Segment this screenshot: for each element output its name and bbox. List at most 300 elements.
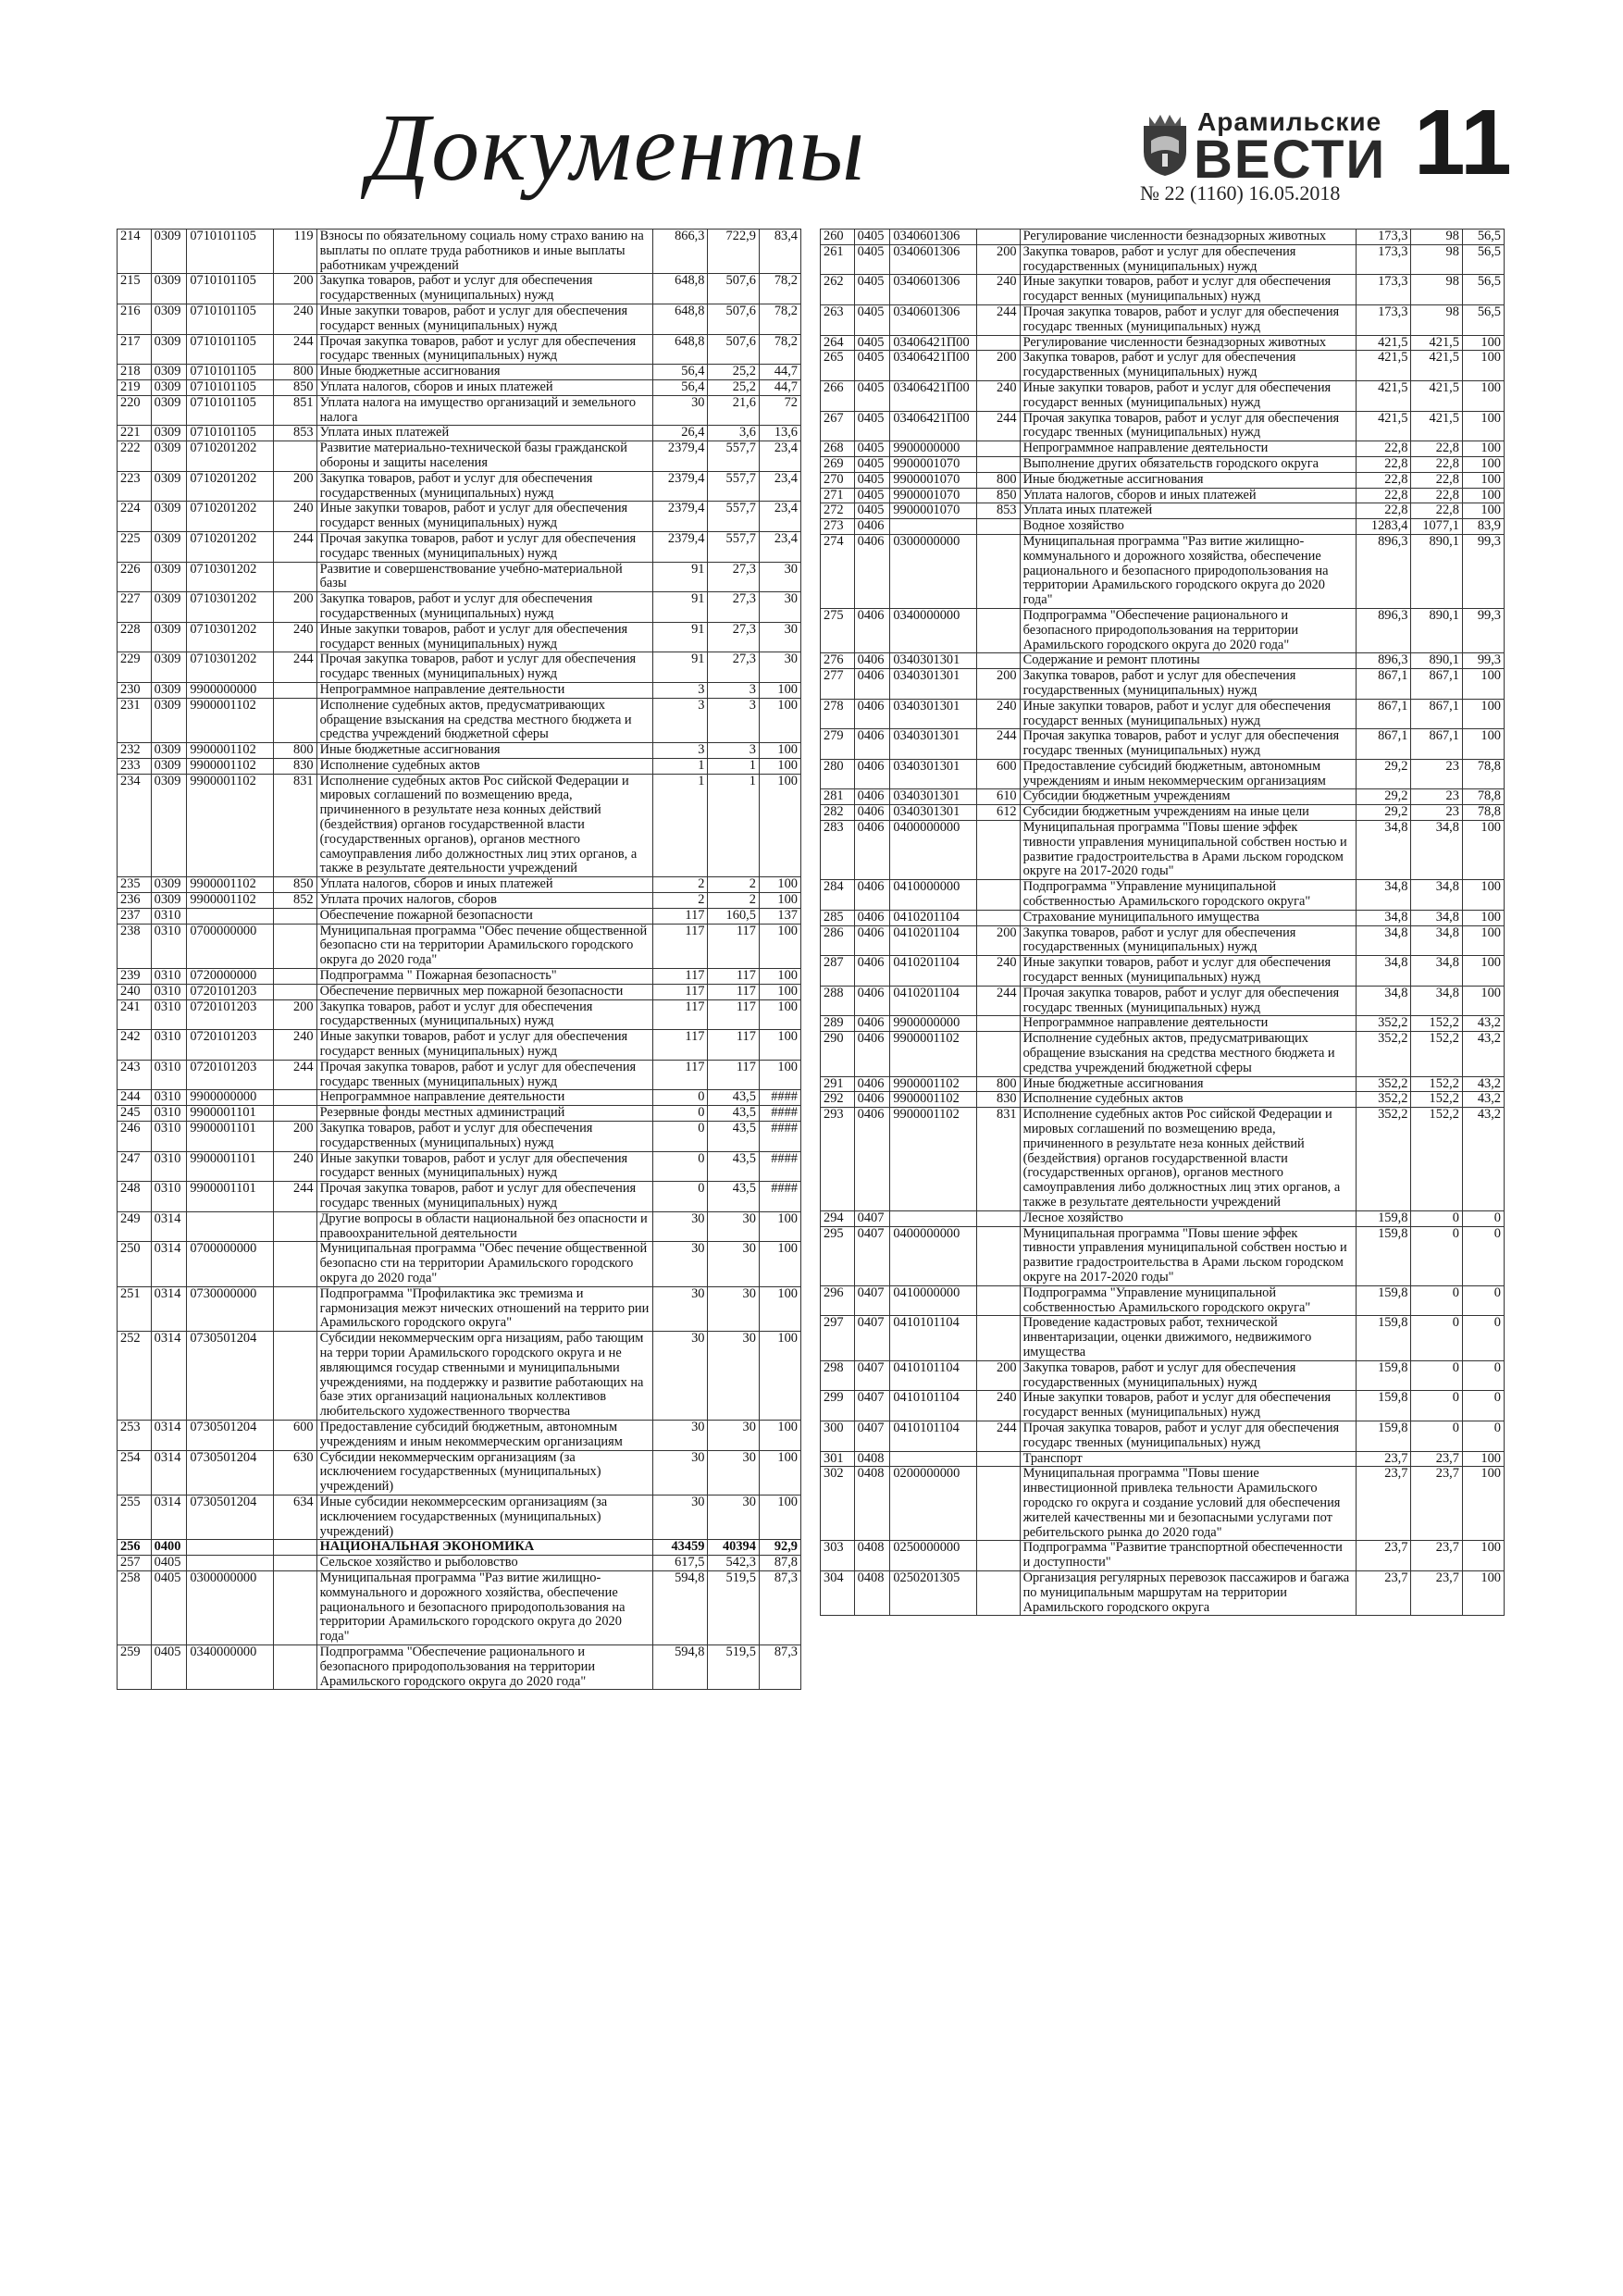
table-row	[118, 1286, 801, 1331]
row-number: 227	[118, 592, 152, 623]
item-name: Лесное хозяйство	[1020, 1210, 1356, 1226]
actual-amount: 507,6	[708, 334, 759, 365]
actual-amount: 34,8	[1411, 910, 1462, 925]
actual-amount: 23,7	[1411, 1467, 1462, 1541]
plan-amount: 23,7	[1356, 1467, 1411, 1541]
section-code: 0310	[151, 969, 187, 985]
item-name: Непрограммное направление деятельности	[316, 1090, 652, 1106]
percent: 99,3	[1462, 534, 1504, 608]
item-name: Непрограммное направление деятельности	[316, 682, 652, 698]
expense-type	[976, 910, 1020, 925]
section-code: 0314	[151, 1286, 187, 1331]
coat-of-arms-icon	[1140, 113, 1190, 178]
percent: 100	[1462, 1570, 1504, 1615]
item-name: Иные закупки товаров, работ и услуг для обеспечения государст венных (муниципальных) нужд	[316, 502, 652, 532]
table-row	[118, 1122, 801, 1152]
row-number: 271	[821, 488, 855, 503]
section-code: 0309	[151, 274, 187, 304]
item-name: Закупка товаров, работ и услуг для обеспечения государственных (муниципальных) нужд	[316, 1122, 652, 1152]
row-number: 232	[118, 743, 152, 759]
table-row	[118, 441, 801, 472]
actual-amount: 0	[1411, 1316, 1462, 1360]
expense-type: 830	[273, 758, 316, 774]
row-number: 249	[118, 1211, 152, 1242]
percent: 100	[1462, 441, 1504, 457]
item-name: Исполнение судебных актов, предусматривающих обращение взыскания на средства местного бюджета и средства учреждений бюджетной сферы	[1020, 1032, 1356, 1076]
row-number: 223	[118, 471, 152, 502]
item-name: Непрограммное направление деятельности	[1020, 1016, 1356, 1032]
percent: 100	[759, 924, 800, 968]
percent: 100	[1462, 925, 1504, 956]
target-code: 03406421П00	[890, 335, 976, 351]
section-code: 0406	[854, 1032, 890, 1076]
table-row	[118, 743, 801, 759]
percent: 100	[1462, 986, 1504, 1016]
plan-amount: 159,8	[1356, 1316, 1411, 1360]
row-number: 295	[821, 1226, 855, 1285]
actual-amount: 421,5	[1411, 380, 1462, 411]
actual-amount: 30	[708, 1286, 759, 1331]
actual-amount: 152,2	[1411, 1108, 1462, 1211]
percent: 100	[1462, 910, 1504, 925]
actual-amount: 34,8	[1411, 925, 1462, 956]
expense-type	[976, 1016, 1020, 1032]
row-number: 224	[118, 502, 152, 532]
plan-amount: 2379,4	[652, 441, 708, 472]
actual-amount: 421,5	[1411, 351, 1462, 381]
target-code: 0410101104	[890, 1421, 976, 1451]
target-code	[187, 908, 273, 924]
target-code: 9900001102	[890, 1092, 976, 1108]
row-number: 297	[821, 1316, 855, 1360]
item-name: Муниципальная программа "Повы шение инвестиционной привлека тельности Арамильского городско го округа и создание условий для обеспечения жителей качественны ми и безопасными услугами пот ребительского рынка до 2020 года"	[1020, 1467, 1356, 1541]
item-name: Иные субсидии некоммерсеским организациям (за исключением государственных (муниципальных) учреждений)	[316, 1495, 652, 1539]
percent: 100	[759, 877, 800, 893]
item-name: Транспорт	[1020, 1451, 1356, 1467]
expense-type	[976, 441, 1020, 457]
section-code: 0309	[151, 622, 187, 652]
section-code: 0314	[151, 1332, 187, 1421]
percent: 23,4	[759, 471, 800, 502]
expense-type	[273, 441, 316, 472]
table-row	[118, 531, 801, 562]
table-row	[821, 335, 1505, 351]
percent: 30	[759, 622, 800, 652]
plan-amount: 29,2	[1356, 789, 1411, 805]
percent: 100	[1462, 456, 1504, 472]
row-number: 242	[118, 1030, 152, 1061]
plan-amount: 22,8	[1356, 456, 1411, 472]
table-row	[821, 1226, 1505, 1285]
expense-type: 244	[976, 729, 1020, 760]
table-row	[821, 1421, 1505, 1451]
target-code: 0720101203	[187, 1060, 273, 1090]
section-code: 0309	[151, 758, 187, 774]
target-code: 0710201202	[187, 441, 273, 472]
percent: 0	[1462, 1210, 1504, 1226]
plan-amount: 159,8	[1356, 1210, 1411, 1226]
target-code	[890, 1451, 976, 1467]
plan-amount: 648,8	[652, 334, 708, 365]
item-name: Уплата иных платежей	[316, 426, 652, 441]
actual-amount: 30	[708, 1242, 759, 1286]
table-row	[821, 925, 1505, 956]
table-row	[821, 1451, 1505, 1467]
target-code: 0410201104	[890, 910, 976, 925]
plan-amount: 91	[652, 562, 708, 592]
actual-amount: 43,5	[708, 1106, 759, 1122]
actual-amount: 1077,1	[1411, 519, 1462, 535]
section-code: 0405	[854, 230, 890, 245]
row-number: 252	[118, 1332, 152, 1421]
percent: 100	[759, 1211, 800, 1242]
actual-amount: 22,8	[1411, 503, 1462, 519]
item-name: Подпрограмма "Развитие транспортной обеспеченности и доступности"	[1020, 1541, 1356, 1571]
row-number: 274	[821, 534, 855, 608]
target-code: 0710301202	[187, 622, 273, 652]
table-row	[118, 395, 801, 426]
section-code: 0309	[151, 395, 187, 426]
row-number: 302	[821, 1467, 855, 1541]
table-row	[821, 1316, 1505, 1360]
row-number: 219	[118, 379, 152, 395]
percent: 0	[1462, 1226, 1504, 1285]
section-code: 0405	[854, 335, 890, 351]
percent: 100	[1462, 1451, 1504, 1467]
percent: 100	[759, 1030, 800, 1061]
expense-type: 240	[976, 1391, 1020, 1421]
section-code: 0406	[854, 789, 890, 805]
plan-amount: 352,2	[1356, 1032, 1411, 1076]
section-code: 0408	[854, 1467, 890, 1541]
expense-type: 851	[273, 395, 316, 426]
plan-amount: 2379,4	[652, 471, 708, 502]
actual-amount: 557,7	[708, 471, 759, 502]
target-code: 0340601306	[890, 275, 976, 305]
expense-type: 630	[273, 1450, 316, 1495]
row-number: 248	[118, 1182, 152, 1212]
section-code: 0309	[151, 426, 187, 441]
expense-type	[976, 1467, 1020, 1541]
target-code: 0410101104	[890, 1316, 976, 1360]
item-name: Обеспечение первичных мер пожарной безопасности	[316, 984, 652, 999]
section-code: 0405	[854, 244, 890, 275]
target-code: 0410101104	[890, 1360, 976, 1391]
target-code: 0710101105	[187, 334, 273, 365]
item-name: Субсидии некоммерческим орга низациям, рабо тающим на терри тории Арамильского городского округа и не являющимся государ ственными и муниципальными учреждениями, на поддержку и развитие работающих на базе этих организаций национальных коллективов любительского художественного творчества	[316, 1332, 652, 1421]
row-number: 279	[821, 729, 855, 760]
expense-type: 200	[976, 925, 1020, 956]
table-row	[821, 519, 1505, 535]
target-code: 0700000000	[187, 924, 273, 968]
section-code: 0406	[854, 1016, 890, 1032]
target-code: 9900000000	[187, 1090, 273, 1106]
expense-type: 244	[273, 334, 316, 365]
target-code: 9900001102	[187, 893, 273, 909]
item-name: Проведение кадастровых работ, технической инвентаризации, оценки движимого, недвижимого имущества	[1020, 1316, 1356, 1360]
plan-amount: 34,8	[1356, 910, 1411, 925]
expense-type	[976, 534, 1020, 608]
item-name: Регулирование численности безнадзорных животных	[1020, 230, 1356, 245]
table-row	[821, 441, 1505, 457]
target-code: 0410000000	[890, 1285, 976, 1316]
actual-amount: 30	[708, 1450, 759, 1495]
actual-amount: 117	[708, 999, 759, 1030]
expense-type	[273, 984, 316, 999]
actual-amount: 27,3	[708, 622, 759, 652]
table-row	[821, 1092, 1505, 1108]
plan-amount: 30	[652, 1420, 708, 1450]
percent: 87,3	[759, 1644, 800, 1689]
plan-amount: 2379,4	[652, 502, 708, 532]
table-row	[821, 653, 1505, 669]
percent: 92,9	[759, 1540, 800, 1556]
row-number: 258	[118, 1570, 152, 1644]
expense-type	[976, 880, 1020, 911]
row-number: 214	[118, 230, 152, 274]
item-name: Иные закупки товаров, работ и услуг для обеспечения государст венных (муниципальных) нужд	[316, 622, 652, 652]
row-number: 259	[118, 1644, 152, 1689]
target-code: 0340601306	[890, 244, 976, 275]
row-number: 273	[821, 519, 855, 535]
target-code: 0710101105	[187, 395, 273, 426]
item-name: Закупка товаров, работ и услуг для обеспечения государственных (муниципальных) нужд	[1020, 1360, 1356, 1391]
item-name: Исполнение судебных актов	[1020, 1092, 1356, 1108]
expense-type	[273, 908, 316, 924]
plan-amount: 1	[652, 758, 708, 774]
row-number: 225	[118, 531, 152, 562]
actual-amount: 30	[708, 1495, 759, 1539]
table-row	[118, 365, 801, 380]
plan-amount: 22,8	[1356, 503, 1411, 519]
row-number: 243	[118, 1060, 152, 1090]
plan-amount: 0	[652, 1182, 708, 1212]
row-number: 280	[821, 759, 855, 789]
row-number: 250	[118, 1242, 152, 1286]
table-row	[821, 1076, 1505, 1092]
item-name: Иные бюджетные ассигнования	[1020, 1076, 1356, 1092]
actual-amount: 557,7	[708, 531, 759, 562]
section-code: 0406	[854, 1108, 890, 1211]
item-name: Взносы по обязательному социаль ному страхо ванию на выплаты по оплате труда работников и иные выплаты работникам учреждений	[316, 230, 652, 274]
expense-type	[976, 821, 1020, 880]
section-code: 0310	[151, 999, 187, 1030]
row-number: 220	[118, 395, 152, 426]
section-code: 0310	[151, 1060, 187, 1090]
actual-amount: 890,1	[1411, 534, 1462, 608]
row-number: 267	[821, 411, 855, 441]
actual-amount: 557,7	[708, 502, 759, 532]
expense-type: 200	[976, 244, 1020, 275]
plan-amount: 896,3	[1356, 534, 1411, 608]
percent: 100	[1462, 956, 1504, 987]
percent: 100	[759, 1450, 800, 1495]
item-name: Регулирование численности безнадзорных животных	[1020, 335, 1356, 351]
row-number: 238	[118, 924, 152, 968]
actual-amount: 22,8	[1411, 488, 1462, 503]
target-code: 9900000000	[890, 1016, 976, 1032]
plan-amount: 352,2	[1356, 1092, 1411, 1108]
table-row	[118, 379, 801, 395]
plan-amount: 867,1	[1356, 729, 1411, 760]
item-name: Прочая закупка товаров, работ и услуг для обеспечения государс твенных (муниципальных) нужд	[1020, 304, 1356, 335]
target-code: 0710301202	[187, 562, 273, 592]
section-code: 0407	[854, 1391, 890, 1421]
actual-amount: 21,6	[708, 395, 759, 426]
section-code: 0310	[151, 1090, 187, 1106]
section-code: 0310	[151, 908, 187, 924]
plan-amount: 617,5	[652, 1556, 708, 1571]
section-code: 0310	[151, 1030, 187, 1061]
expense-type	[273, 1211, 316, 1242]
percent: 100	[1462, 1467, 1504, 1541]
item-name: Исполнение судебных актов Рос сийской Федерации и мировых соглашений по возмещению вреда, причиненного в результате неза конных действий (бездействия) органов государственной власти (государственных органов), органов местного самоуправления либо должностных лиц этих органов, а также в результате деятельности учреждений	[1020, 1108, 1356, 1211]
percent: 100	[759, 758, 800, 774]
expense-type: 119	[273, 230, 316, 274]
section-code: 0314	[151, 1450, 187, 1495]
target-code: 0250201305	[890, 1570, 976, 1615]
issue-number: № 22 (1160) 16.05.2018	[1140, 181, 1341, 205]
actual-amount: 23,7	[1411, 1451, 1462, 1467]
plan-amount: 173,3	[1356, 304, 1411, 335]
actual-amount: 867,1	[1411, 699, 1462, 729]
percent: 56,5	[1462, 304, 1504, 335]
plan-amount: 159,8	[1356, 1360, 1411, 1391]
plan-amount: 648,8	[652, 304, 708, 334]
target-code: 0710101105	[187, 365, 273, 380]
actual-amount: 30	[708, 1420, 759, 1450]
section-code: 0309	[151, 592, 187, 623]
actual-amount: 1	[708, 774, 759, 877]
actual-amount: 34,8	[1411, 956, 1462, 987]
section-code: 0407	[854, 1285, 890, 1316]
item-name: Предоставление субсидий бюджетным, автономным учреждениям и иным некоммерческим организациям	[316, 1420, 652, 1450]
table-row	[118, 1420, 801, 1450]
table-row	[821, 805, 1505, 821]
actual-amount: 890,1	[1411, 608, 1462, 652]
percent: 83,9	[1462, 519, 1504, 535]
section-code: 0406	[854, 821, 890, 880]
percent: ####	[759, 1182, 800, 1212]
table-row	[118, 1030, 801, 1061]
table-row	[118, 304, 801, 334]
row-number: 239	[118, 969, 152, 985]
plan-amount: 56,4	[652, 365, 708, 380]
item-name: Прочая закупка товаров, работ и услуг для обеспечения государс твенных (муниципальных) нужд	[1020, 1421, 1356, 1451]
plan-amount: 2	[652, 877, 708, 893]
actual-amount: 3	[708, 743, 759, 759]
item-name: Уплата иных платежей	[1020, 503, 1356, 519]
percent: 100	[759, 1495, 800, 1539]
plan-amount: 34,8	[1356, 986, 1411, 1016]
item-name: Муниципальная программа "Раз витие жилищно-коммунального и дорожного хозяйства, обеспечение рационального и безопасного природопользования на территории Арамильского городского округа до 2020 года"	[1020, 534, 1356, 608]
row-number: 222	[118, 441, 152, 472]
item-name: Закупка товаров, работ и услуг для обеспечения государственных (муниципальных) нужд	[1020, 351, 1356, 381]
item-name: Прочая закупка товаров, работ и услуг для обеспечения государс твенных (муниципальных) нужд	[1020, 986, 1356, 1016]
expense-type	[273, 1106, 316, 1122]
percent: 43,2	[1462, 1092, 1504, 1108]
expense-type: 853	[273, 426, 316, 441]
row-number: 256	[118, 1540, 152, 1556]
item-name: Иные закупки товаров, работ и услуг для обеспечения государст венных (муниципальных) нужд	[316, 304, 652, 334]
table-row	[118, 592, 801, 623]
actual-amount: 3	[708, 682, 759, 698]
target-code: 9900001102	[187, 758, 273, 774]
expense-type: 831	[976, 1108, 1020, 1211]
item-name: Муниципальная программа "Обес печение общественной безопасно сти на территории Арамильского городского округа до 2020 года"	[316, 924, 652, 968]
expense-type	[976, 1570, 1020, 1615]
plan-amount: 91	[652, 622, 708, 652]
expense-type: 244	[976, 986, 1020, 1016]
percent: 44,7	[759, 365, 800, 380]
expense-type: 850	[273, 379, 316, 395]
actual-amount: 23,7	[1411, 1570, 1462, 1615]
table-row	[821, 275, 1505, 305]
percent: 100	[759, 1332, 800, 1421]
row-number: 304	[821, 1570, 855, 1615]
item-name: Сельское хозяйство и рыболовство	[316, 1556, 652, 1571]
plan-amount: 3	[652, 698, 708, 742]
item-name: Прочая закупка товаров, работ и услуг для обеспечения государс твенных (муниципальных) нужд	[316, 1060, 652, 1090]
item-name: Водное хозяйство	[1020, 519, 1356, 535]
table-row	[821, 699, 1505, 729]
row-number: 262	[821, 275, 855, 305]
target-code: 0400000000	[890, 1226, 976, 1285]
plan-amount: 173,3	[1356, 244, 1411, 275]
expense-type: 240	[273, 622, 316, 652]
expense-type	[273, 698, 316, 742]
row-number: 226	[118, 562, 152, 592]
expense-type: 240	[976, 275, 1020, 305]
expense-type	[273, 1644, 316, 1689]
table-row	[821, 351, 1505, 381]
row-number: 263	[821, 304, 855, 335]
section-code: 0309	[151, 334, 187, 365]
plan-amount: 22,8	[1356, 488, 1411, 503]
item-name: Исполнение судебных актов, предусматривающих обращение взыскания на средства местного бюджета и средства учреждений бюджетной сферы	[316, 698, 652, 742]
row-number: 294	[821, 1210, 855, 1226]
plan-amount: 23,7	[1356, 1541, 1411, 1571]
section-code: 0407	[854, 1210, 890, 1226]
item-name: Уплата налога на имущество организаций и земельного налога	[316, 395, 652, 426]
plan-amount: 43459	[652, 1540, 708, 1556]
target-code: 0340301301	[890, 699, 976, 729]
item-name: Подпрограмма "Управление муниципальной собственностью Арамильского городского округа"	[1020, 880, 1356, 911]
plan-amount: 117	[652, 1030, 708, 1061]
percent: 0	[1462, 1360, 1504, 1391]
section-code: 0405	[151, 1644, 187, 1689]
item-name: Прочая закупка товаров, работ и услуг для обеспечения государс твенных (муниципальных) нужд	[316, 531, 652, 562]
section-code: 0314	[151, 1495, 187, 1539]
target-code: 0710101105	[187, 426, 273, 441]
percent: 43,2	[1462, 1016, 1504, 1032]
expense-type	[273, 562, 316, 592]
actual-amount: 117	[708, 1030, 759, 1061]
table-row	[821, 230, 1505, 245]
plan-amount: 30	[652, 395, 708, 426]
item-name: Иные бюджетные ассигнования	[1020, 472, 1356, 488]
target-code: 0710101105	[187, 379, 273, 395]
row-number: 299	[821, 1391, 855, 1421]
table-row	[118, 1450, 801, 1495]
target-code: 0710301202	[187, 592, 273, 623]
section-code: 0309	[151, 304, 187, 334]
table-row	[118, 984, 801, 999]
row-number: 283	[821, 821, 855, 880]
section-code: 0314	[151, 1420, 187, 1450]
section-code: 0406	[854, 1092, 890, 1108]
actual-amount: 867,1	[1411, 669, 1462, 700]
